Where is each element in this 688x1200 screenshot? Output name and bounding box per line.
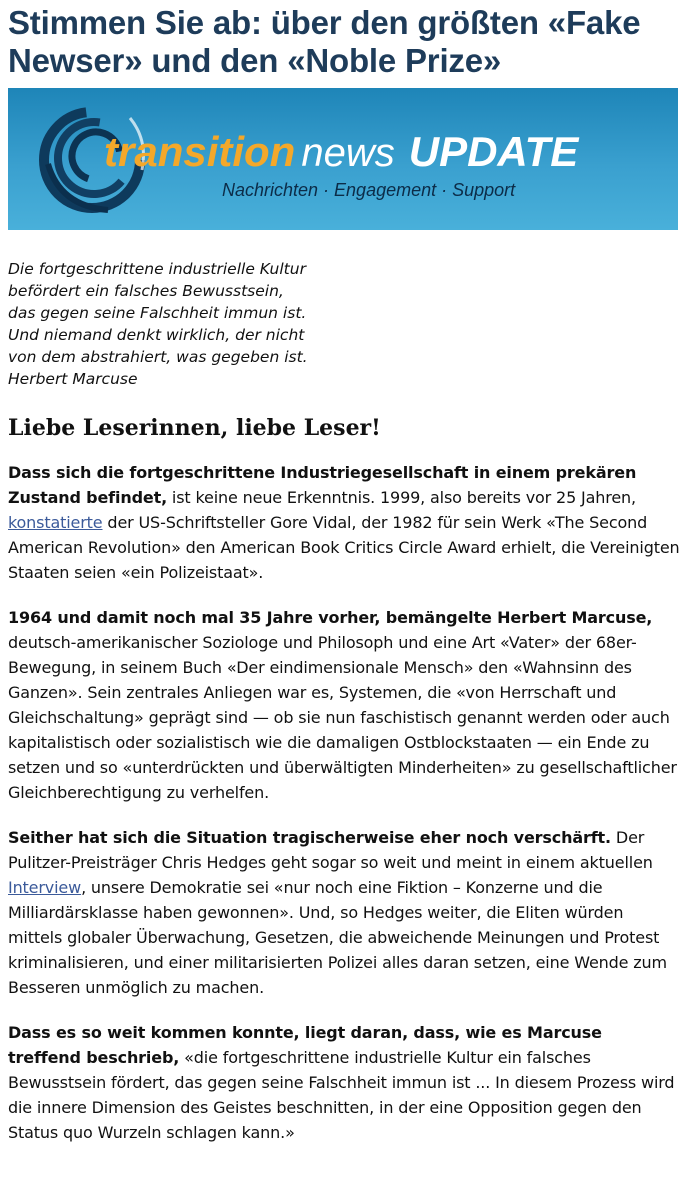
quote-line: Die fortgeschrittene industrielle Kultur	[8, 260, 306, 278]
article-title: Stimmen Sie ab: über den größten «Fake Newser» und den «Noble Prize»	[8, 4, 641, 79]
greeting-heading: Liebe Leserinnen, liebe Leser!	[8, 415, 381, 441]
quote-line: das gegen seine Falschheit immun ist.	[8, 304, 307, 322]
quote-line: Und niemand denkt wirklich, der nicht	[8, 326, 305, 344]
body-paragraph	[8, 605, 680, 805]
paragraph-lead: Dass es so weit kommen konnte, liegt daran, dass, wie es Marcuse treffend beschrieb,	[8, 1023, 602, 1067]
quote-author: Herbert Marcuse	[8, 370, 138, 388]
paragraph-text: der US-Schriftsteller Gore Vidal, der 1982 für sein Werk «The Second American Revolution» den American Book Critics Circle Award erhielt, die Vereinigten Staaten seien «ein Polizeistaat».	[8, 513, 680, 582]
interview-link[interactable]: Interview	[8, 878, 82, 897]
body-paragraph	[8, 1020, 680, 1145]
paragraph-text: ist keine neue Erkenntnis. 1999, also bereits vor 25 Jahren,	[167, 488, 636, 507]
brand-word-news: news	[301, 131, 395, 175]
newsletter-banner	[8, 88, 678, 230]
konstatierte-link[interactable]: konstatierte	[8, 513, 103, 532]
paragraph-text: deutsch-amerikanischer Soziologe und Philosoph und eine Art «Vater» der 68er-Bewegung, in seinem Buch «Der eindimensionale Mensch» den «Wahnsinn des Ganzen». Sein zentrales Anliegen war es, Systemen, die «von Herrschaft und Gleichschaltung» geprägt sind — ob sie nun faschistisch genannt werden oder auch kapitalistisch oder sozialistisch wie die damaligen Ostblockstaaten — ein Ende zu setzen und so «unterdrückten und überwältigten Minderheiten» zu gesellschaftlicher Gleichberechtigung zu verhelfen.	[8, 633, 677, 802]
quote-line: befördert ein falsches Bewusstsein,	[8, 282, 284, 300]
banner-tagline: Nachrichten · Engagement · Support	[222, 180, 516, 200]
paragraph-lead: Dass sich die fortgeschrittene Industriegesellschaft in einem prekären Zustand befindet,	[8, 463, 637, 507]
epigraph-quote	[8, 258, 680, 390]
brand-word-update: UPDATE	[408, 128, 579, 175]
paragraph-lead: Seither hat sich die Situation tragischerweise eher noch verschärft.	[8, 828, 611, 847]
paragraph-lead: 1964 und damit noch mal 35 Jahre vorher, bemängelte Herbert Marcuse,	[8, 608, 653, 627]
body-paragraph	[8, 460, 680, 585]
quote-line: von dem abstrahiert, was gegeben ist.	[8, 348, 308, 366]
paragraph-text: , unsere Demokratie sei «nur noch eine Fiktion – Konzerne und die Milliardärsklasse haben gewonnen». Und, so Hedges weiter, die Eliten würden mittels globaler Überwachung, Gesetzen, die abweichende Meinungen und Protest kriminalisieren, und einer militarisierten Polizei alles daran setzen, eine Wende zum Besseren unmöglich zu machen.	[8, 878, 667, 997]
brand-word-transition: transition	[104, 128, 296, 175]
body-paragraph	[8, 825, 680, 1000]
paragraph-text: Der Pulitzer-Preisträger Chris Hedges geht sogar so weit und meint in einem aktuellen	[8, 828, 653, 872]
brand-wordmark	[104, 128, 578, 176]
paragraph-text: «die fortgeschrittene industrielle Kultur ein falsches Bewusstsein fördert, das gegen seine Falschheit immun ist ... In diesem Prozess wird die innere Dimension des Geistes beschnitten, in der eine Opposition gegen den Status quo Wurzeln schlagen kann.»	[8, 1048, 675, 1142]
